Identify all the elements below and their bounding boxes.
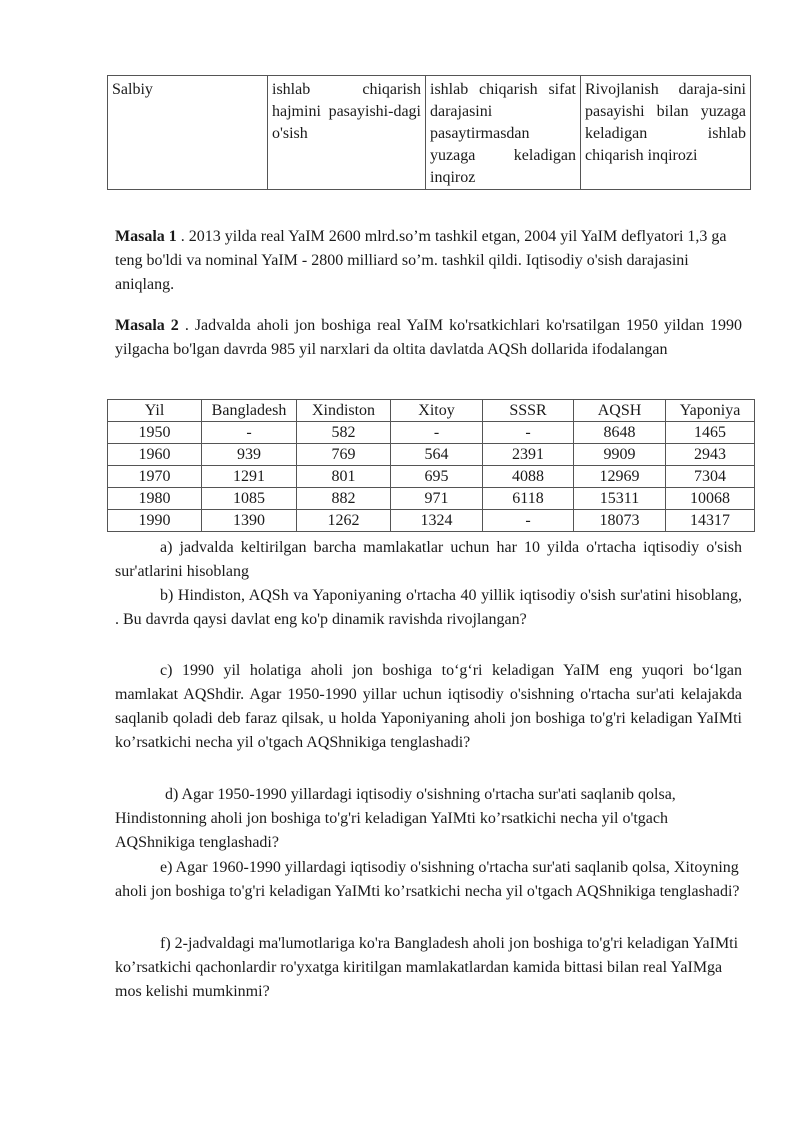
task-e: e) Agar 1960-1990 yillardagi iqtisodiy o'sishning o'rtacha sur'ati saqlanib qolsa, Xitoyning aholi jon boshiga to'g'ri keladigan YaIMti ko’rsatkichi necha yil o'tgach AQShnikiga tenglashadi?: [115, 859, 740, 900]
problem-1-label: Masala 1: [115, 228, 177, 245]
task-c: c) 1990 yil holatiga aholi jon boshiga to‘g‘ri keladigan YaIM eng yuqori bo‘lgan mamlakat AQShdir. Agar 1950-1990 yillar uchun iqtisodiy o'sishning o'rtacha sur'ati kelajakda saqlanib qoladi deb faraz qilsak, u holda Yaponiyaning aholi jon boshiga to'g'ri keladigan YaIMti ko’rsatkichi necha yil o'tgach AQShnikiga tenglashadi?: [115, 662, 742, 751]
table-cell: 2391: [483, 444, 574, 466]
table-cell: 1950: [108, 422, 202, 444]
table-cell: 939: [202, 444, 297, 466]
task-f: f) 2-jadvaldagi ma'lumotlariga ko'ra Bangladesh aholi jon boshiga to'g'ri keladigan YaIMti ko’rsatkichi qachonlardir ro'yxatga kiritilgan mamlakatlardan kamida bittasi bilan real YaIMga mos kelishi mumkinmi?: [115, 935, 739, 1000]
column-header: Xindiston: [297, 400, 391, 422]
problem-1-text: . 2013 yilda real YaIM 2600 mlrd.so’m tashkil etgan, 2004 yil YaIM deflyatori 1,3 ga teng bo'ldi va nominal YaIM - 2800 milliard so’m. tashkil qildi. Iqtisodiy o'sish darajasini aniqlang.: [115, 228, 727, 293]
table-cell: 1262: [297, 510, 391, 532]
table-cell: 801: [297, 466, 391, 488]
column-header: Yil: [108, 400, 202, 422]
column-header: AQSH: [574, 400, 666, 422]
column-header: Bangladesh: [202, 400, 297, 422]
table-cell: 1390: [202, 510, 297, 532]
table-cell: 18073: [574, 510, 666, 532]
table-cell: 1990: [108, 510, 202, 532]
table-cell: 1085: [202, 488, 297, 510]
table-row: [108, 488, 755, 510]
problem-2-text: . Jadvalda aholi jon boshiga real YaIM ko'rsatkichlari ko'rsatilgan 1950 yildan 1990 yilgacha bo'lgan davrda 985 yil narxlari da oltita davlatda AQSh dollarida ifodalangan: [115, 317, 742, 358]
table-cell: 7304: [666, 466, 755, 488]
table-cell: 15311: [574, 488, 666, 510]
table-cell: ishlab chiqarish sifat darajasini pasaytirmasdan yuzaga keladigan inqiroz: [426, 76, 581, 190]
table-cell: -: [391, 422, 483, 444]
gdp-per-capita-table: [107, 399, 755, 532]
table-cell: 2943: [666, 444, 755, 466]
table-cell: 1960: [108, 444, 202, 466]
table-cell: 12969: [574, 466, 666, 488]
table-cell: -: [483, 422, 574, 444]
table-cell: -: [202, 422, 297, 444]
task-b: b) Hindiston, AQSh va Yaponiyaning o'rtacha 40 yillik iqtisodiy o'sish sur'atini hisoblang, . Bu davrda qaysi davlat eng ko'p dinamik ravishda rivojlangan?: [115, 587, 742, 628]
table-cell: 564: [391, 444, 483, 466]
table-cell: 14317: [666, 510, 755, 532]
table-row: [108, 444, 755, 466]
table-row: [108, 466, 755, 488]
task-a: a) jadvalda keltirilgan barcha mamlakatlar uchun har 10 yilda o'rtacha iqtisodiy o'sish sur'atlarini hisoblang: [115, 539, 742, 580]
table-cell: -: [483, 510, 574, 532]
table-cell: 1980: [108, 488, 202, 510]
task-d: d) Agar 1950-1990 yillardagi iqtisodiy o'sishning o'rtacha sur'ati saqlanib qolsa, Hindistonning aholi jon boshiga to'g'ri keladigan YaIMti ko’rsatkichi necha yil o'tgach AQShnikiga tenglashadi?: [115, 786, 676, 851]
table-cell: ishlab chiqarish hajmini pasayishi-dagi o'sish: [268, 76, 426, 190]
table-header-row: [108, 400, 755, 422]
table-cell: 6118: [483, 488, 574, 510]
table-cell: Rivojlanish daraja-sini pasayishi bilan yuzaga keladigan ishlab chiqarish inqirozi: [581, 76, 751, 190]
table-cell: 582: [297, 422, 391, 444]
table-cell: 8648: [574, 422, 666, 444]
problem-2: [115, 314, 742, 362]
table-cell: 695: [391, 466, 483, 488]
table-cell: Salbiy: [108, 76, 268, 190]
problem-1: [115, 225, 742, 297]
column-header: Xitoy: [391, 400, 483, 422]
table-cell: 1465: [666, 422, 755, 444]
table-cell: 1291: [202, 466, 297, 488]
table-row: [108, 76, 751, 190]
table-cell: 769: [297, 444, 391, 466]
table-cell: 1970: [108, 466, 202, 488]
problem-2-label: Masala 2: [115, 317, 179, 334]
table-cell: 4088: [483, 466, 574, 488]
classification-table-fragment: [107, 75, 751, 190]
table-cell: 882: [297, 488, 391, 510]
table-cell: 1324: [391, 510, 483, 532]
table-cell: 10068: [666, 488, 755, 510]
table-cell: 971: [391, 488, 483, 510]
table-cell: 9909: [574, 444, 666, 466]
column-header: SSSR: [483, 400, 574, 422]
table-row: [108, 510, 755, 532]
column-header: Yaponiya: [666, 400, 755, 422]
table-row: [108, 422, 755, 444]
